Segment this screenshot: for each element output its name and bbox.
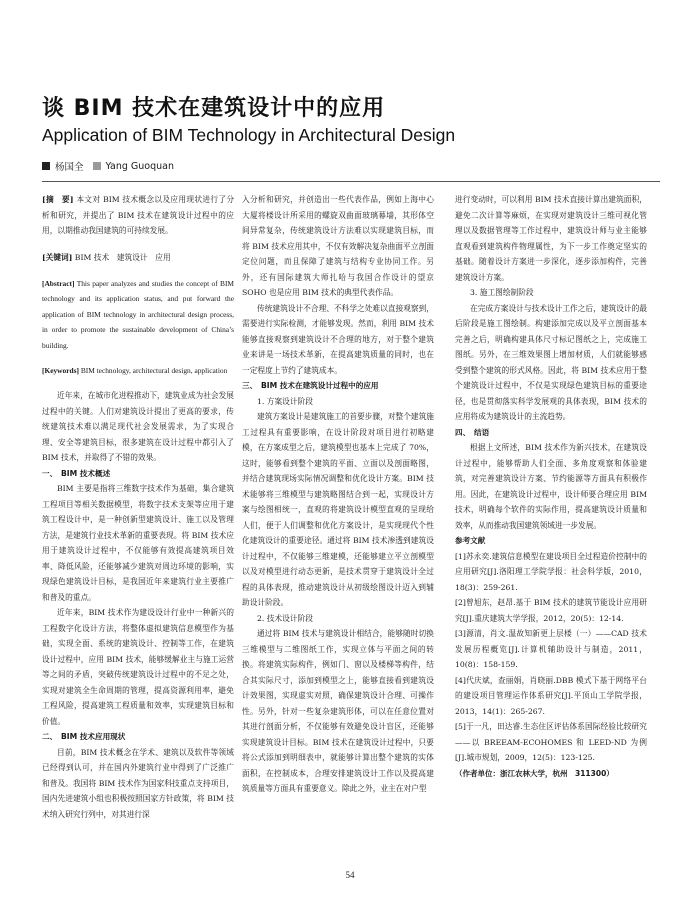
subsection-heading: 3. 施工图绘制阶段 [470, 288, 534, 297]
body-paragraph: 通过将 BIM 技术与建筑设计相结合，能够随时切换三维模型与二维图纸工作，实现立体与平面之间的转换。将建筑实际构件，例如门、窗以及楼梯等构件，结合其实际尺寸，添加到模型之上，能够直接看到建筑设计效果图，实现虚实对照，确保建筑设计合理、可操作性。另外，针对一些复杂建筑形体，可以在任意位置对其进行剖面分析，不仅能够有效避免设计盲区，还能够实现建筑设计目标。BIM 技术在建筑设计过程中，只要将公式添加到明细表中，就能够计算出整个建筑的实体面积，在控制成本，合理安排建筑设计工作以及提高建筑质量等方面具有重要意义。除此之外，业主在对户型 [242, 629, 434, 793]
author-affiliation: （作者单位：浙江农林大学，杭州 311300） [455, 768, 614, 778]
references-heading: 参考文献 [455, 536, 486, 545]
section-heading-4: 四、 结语 [455, 427, 490, 437]
column-left [42, 192, 234, 822]
body-paragraph: 建筑方案设计是建筑施工的首要步骤，对整个建筑施工过程具有重要影响，在设计阶段对项目进行初略建模，在方案成型之后，建筑模型也基本上完成了 70%，这时，能够看到整个建筑的平面、立面以及剖面略图，并结合建筑现场实际情况调整和优化设计方案。BIM 技术能够将三维模型与建筑略图结合到一起，实现设计方案与绘图相统一，直观的将建筑设计模型直观的呈现给人们，便于人们调整和优化方案设计，是实现现代个性化建筑设计的重要途径。通过将 BIM 技术渗透到建筑设计过程中，不仅能够三维建模，还能够建立平立剖模型以及对模型进行动态更新，是技术贯穿于建筑设计全过程的具体表现，推动建筑设计从初级绘图设计迈入到辅助设计阶段。 [242, 412, 434, 607]
abstract-zh-text: 本文对 BIM 技术概念以及应用现状进行了分析和研究，并提出了 BIM 技术在建筑设计过程中的应用，以期推动我国建筑的可持续发展。 [42, 195, 235, 235]
author-name-zh: 杨国全 [55, 162, 84, 173]
abstract-zh [42, 192, 234, 239]
header-divider [42, 181, 660, 182]
intro-paragraph: 近年来，在城市化进程推动下，建筑业成为社会发展过程中的关键。人们对建筑设计提出了更高的要求，传统建筑技术难以满足现代社会发展需求，为了实现合理、安全等建筑目标，很多建筑在设计过程中都引入了 BIM 技术，并取得了不错的效果。 [42, 391, 234, 463]
column-right [455, 192, 647, 781]
article-title-zh: 谈 BIM 技术在建筑设计中的应用 [42, 96, 386, 121]
section-heading-3: 三、 BIM 技术在建筑设计过程中的应用 [242, 381, 379, 390]
reference-item: [3]源清，肖文.温故知新更上层楼（一）——CAD 技术发展历程概览[J].计算机辅助设计与制造，2011，10(8)：158-159. [455, 629, 647, 669]
subsection-heading: 2. 技术设计阶段 [257, 613, 313, 623]
body-paragraph: 根据上文所述，BIM 技术作为新兴技术，在建筑设计过程中，能够帮助人们全面、多角度观察和体验建筑，对完善建筑设计方案、节约能源等方面具有积极作用。因此，在建筑设计过程中，设计师要合理应用 BIM 技术，明确每个软件的实际作用，提高建筑设计质量和效率，从而推动我国建筑领域进一步发展。 [455, 443, 647, 530]
section-heading-1: 一、 BIM 技术概述 [42, 468, 111, 478]
body-paragraph: 在完成方案设计与技术设计工作之后，建筑设计的最后阶段是施工图绘制。构建添加完成以及平立剖面基本完善之后，明确构建具体尺寸标记图纸之上，完成施工图纸。另外，在三维效果图上增加材质，人们就能够感受到整个建筑的形式风格。因此，将 BIM 技术应用于整个建筑设计过程中，不仅是实现绿色建筑目标的重要途径，也是贯彻落实科学发展观的具体表现，BIM 技术的应用将成为建筑设计的主流趋势。 [455, 303, 647, 421]
keywords-zh-label: [关键词] [42, 252, 73, 262]
reference-item: [4]代庆斌，查丽娟，肖晓丽.DBB 模式下基于网络平台的建设项目管理运作体系研究[J].平顶山工学院学报，2013，14(1)：265-267. [455, 675, 647, 716]
column-middle [242, 192, 434, 797]
subsection-heading: 1. 方案设计阶段 [257, 396, 313, 406]
abstract-en-label: [Abstract] [42, 279, 75, 288]
body-paragraph: BIM 主要是指将三维数字技术作为基础，集合建筑工程项目等相关数据模型，将数字技术支架等应用于建筑工程设计中，是一种创新型建筑设计、施工以及管理方法，是建筑行业技术革新的重要表现。将 BIM 技术应用于建筑设计过程中，不仅能够有效提高建筑项目效率、降低风险，还能够减少建筑对周边环境的影响，实现绿色建筑设计目标，是我国近年来建筑行业主要推广和普及的重点。 [42, 484, 234, 602]
keywords-zh [42, 250, 234, 266]
abstract-en-text: This paper analyzes and studies the concept of BIM technology and its application status, and put forward the application of BIM technology in architectural design process, in order to promote the sustainable development of China’s building. [42, 279, 234, 350]
author-name-en: Yang Guoquan [105, 160, 174, 172]
keywords-en-text: BIM technology, architectural design, application [80, 366, 228, 376]
abstract-en [42, 276, 234, 353]
reference-item: [1]苏永奕.建筑信息模型在建设项目全过程造价控制中的应用研究[J].洛阳理工学院学报：社会科学版，2010，18(3)：259-261. [455, 551, 647, 592]
body-paragraph: 入分析和研究，并创造出一些代表作品，例如上海中心大厦将楼设计所采用的螺旋双曲面玻璃幕墙，其形体空间异常复杂，传统建筑设计方法难以实现建筑目标，而将 BIM 技术应用其中，不仅有效解决复杂曲面平立剖面定位问题，而且保障了建筑与结构专业协同工作。另外，还有国际建筑大师扎哈与我国合作设计的望京 SOHO 也是应用 BIM 技术的典型代表作品。 [242, 195, 434, 297]
page-number: 54 [345, 870, 355, 880]
body-paragraph: 进行变动时，可以利用 BIM 技术直接计算出建筑面积，避免二次计算等麻烦，在实现对建筑设计三维可视化管理以及数据管理等工作过程中，建筑设计师与业主能够直观看到建筑构件物理属性，为下一步工作奠定坚实的基础。随着设计方案进一步深化，逐步添加构件，完善建筑设计方案。 [455, 195, 647, 282]
section-heading-2: 二、 BIM 技术应用现状 [42, 732, 126, 742]
abstract-zh-label: [摘 要] [42, 195, 74, 204]
keywords-en [42, 363, 234, 378]
body-paragraph: 目前，BIM 技术概念在学术、建筑以及软件等领域已经得到认可，并在国内外建筑行业中得到了广泛推广和普及。我国将 BIM 技术作为国家科技重点支持项目，国内先进建筑小组也积极按照国家方针政策，将 BIM 技术纳入研究行列中，对其进行深 [42, 747, 234, 819]
keywords-zh-text: BIM 技术 建筑设计 应用 [74, 252, 171, 262]
keywords-en-label: [Keywords] [42, 366, 79, 376]
square-bullet-icon [42, 162, 50, 170]
body-paragraph: 近年来，BIM 技术作为建设设计行业中一种新兴的工程数字化设计方法，将整体虚拟建筑信息模型作为基础，实现全面、系统的建筑设计、控制等工作，在建筑设计过程中，应用 BIM 技术，能够缓解业主与施工运营等之间的矛盾，突破传统建筑设计过程中的不足之处，实现对建筑全生命周期的管理，提高资源利用率，避免工程风险，提高建筑工程质量和效率，实现建筑目标和价值。 [42, 608, 234, 726]
body-paragraph: 传统建筑设计不合理、不科学之处难以直接观察到，需要进行实际检测，才能够发现。然而，利用 BIM 技术能够直接观察到建筑设计不合理的地方，对于整个建筑业来讲是一场技术革新，在提高建筑质量的同时，也在一定程度上节约了建筑成本。 [242, 303, 434, 375]
square-bullet-icon [93, 162, 101, 170]
reference-item: [2]曾旭东，赵昂.基于 BIM 技术的建筑节能设计应用研究[J].重庆建筑大学学报，2012，20(5)：12-14. [455, 598, 647, 623]
author-line [42, 159, 174, 173]
reference-item: [5]于一凡，田达睿.生态住区评估体系国际经验比较研究——以 BREEAM-ECOHOMES 和 LEED-ND 为例[J].城市规划，2009，12(5)：123-125. [455, 722, 647, 762]
article-title-en: Application of BIM Technology in Architectural Design [42, 125, 456, 145]
